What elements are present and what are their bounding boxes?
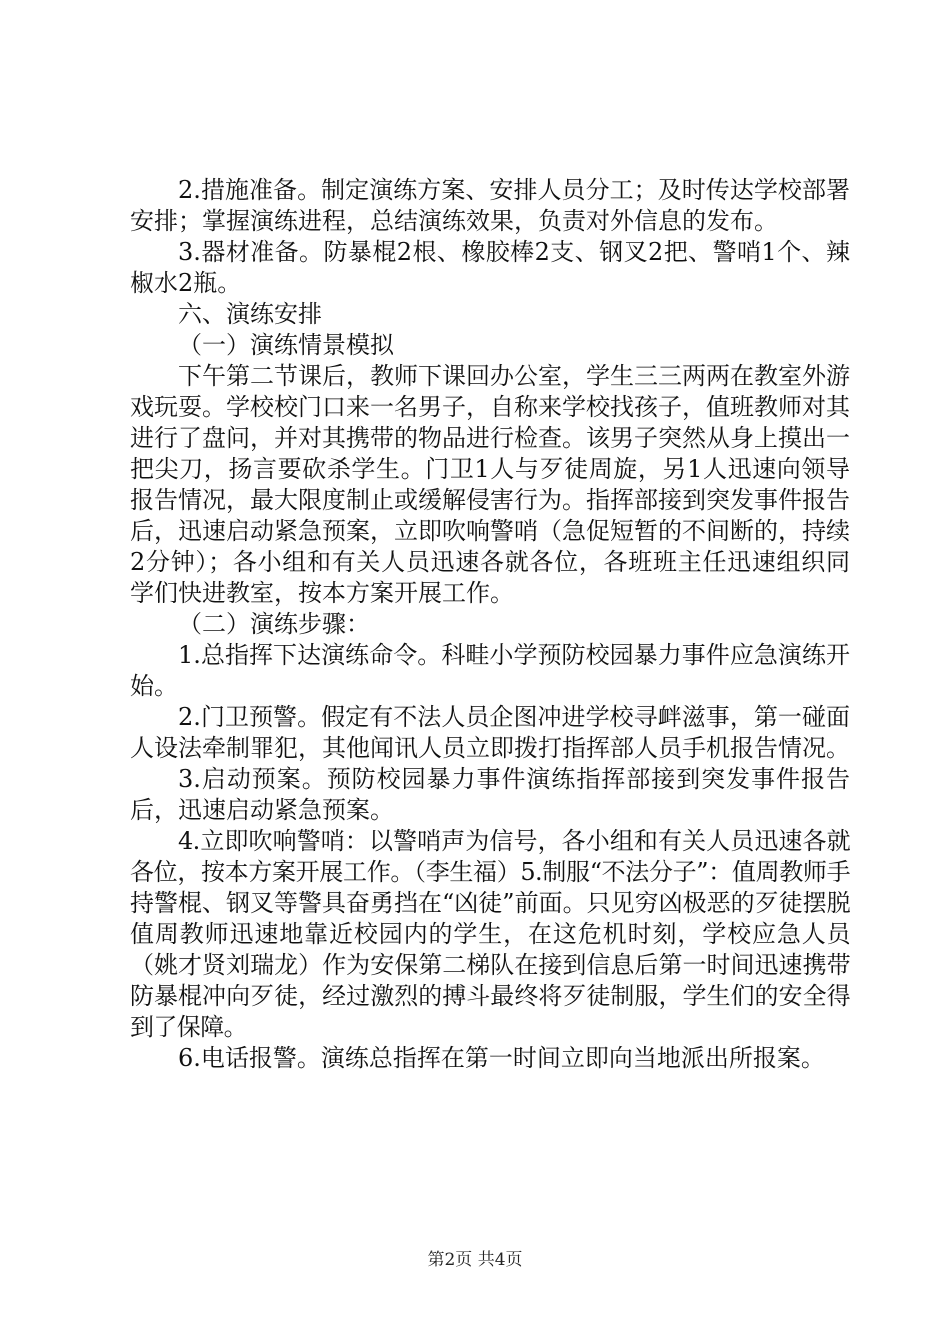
paragraph-step-2: 2.门卫预警。假定有不法人员企图冲进学校寻衅滋事，第一碰面人设法牵制罪犯，其他闻讯人员立即拨打指挥部人员手机报告情况。 — [130, 703, 850, 762]
paragraph-equipment-measures: 2.措施准备。制定演练方案、安排人员分工；及时传达学校部署安排；掌握演练进程，总结演练效果，负责对外信息的发布。 — [130, 176, 850, 235]
paragraph-step-3: 3.启动预案。预防校园暴力事件演练指挥部接到突发事件报告后，迅速启动紧急预案。 — [130, 765, 850, 824]
section-heading-drill-arrangement: 六、演练安排 — [178, 300, 322, 328]
subsection-heading-steps: （二）演练步骤： — [178, 610, 370, 638]
paragraph-equipment-prep: 3.器材准备。防暴棍2根、橡胶棒2支、钢叉2把、警哨1个、辣椒水2瓶。 — [130, 238, 850, 297]
paragraph-scenario: 下午第二节课后，教师下课回办公室，学生三三两两在教室外游戏玩耍。学校校门口来一名男子，自称来学校找孩子，值班教师对其进行了盘问，并对其携带的物品进行检查。该男子突然从身上摸出一把尖刀，扬言要砍杀学生。门卫1人与歹徒周旋，另1人迅速向领导报告情况，最大限度制止或缓解侵害行为。指挥部接到突发事件报告后，迅速启动紧急预案，立即吹响警哨（急促短暂的不间断的，持续2分钟）；各小组和有关人员迅速各就各位，各班班主任迅速组织同学们快进教室，按本方案开展工作。 — [130, 362, 850, 607]
subsection-heading-scenario: （一）演练情景模拟 — [178, 331, 394, 359]
page-number-footer: 第2页 共4页 — [427, 1250, 523, 1270]
paragraph-step-6: 6.电话报警。演练总指挥在第一时间立即向当地派出所报案。 — [178, 1044, 825, 1072]
document-body — [130, 175, 850, 1074]
paragraph-step-4-5: 4.立即吹响警哨：以警哨声为信号，各小组和有关人员迅速各就各位，按本方案开展工作。（李生福）5.制服“不法分子”：值周教师手持警棍、钢叉等警具奋勇挡在“凶徒”前面。只见穷凶极恶的歹徒摆脱值周教师迅速地靠近校园内的学生，在这危机时刻，学校应急人员（姚才贤刘瑞龙）作为安保第二梯队在接到信息后第一时间迅速携带防暴棍冲向歹徒，经过激烈的搏斗最终将歹徒制服，学生们的安全得到了保障。 — [130, 827, 850, 1041]
paragraph-step-1: 1.总指挥下达演练命令。科畦小学预防校园暴力事件应急演练开始。 — [130, 641, 850, 700]
